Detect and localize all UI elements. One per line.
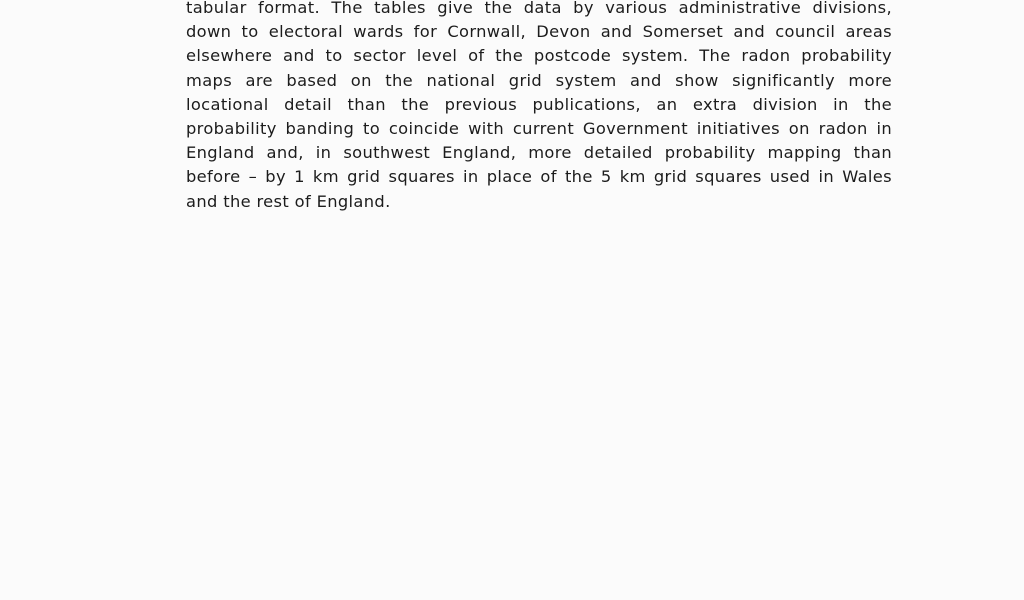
- paragraph-line: maps are based on the national grid system and show significantly more: [186, 70, 892, 90]
- paragraph-line: down to electoral wards for Cornwall, Devon and Somerset and council areas: [186, 22, 892, 42]
- paragraph-line: locational detail than the previous publications, an extra division in the: [186, 94, 892, 114]
- paragraph-line: England and, in southwest England, more detailed probability mapping than: [186, 143, 892, 163]
- paragraph-line: before – by 1 km grid squares in place of the 5 km grid squares used in Wales: [186, 167, 892, 187]
- paragraph-line: elsewhere and to sector level of the postcode system. The radon probability: [186, 46, 892, 66]
- body-paragraph: [186, 0, 892, 214]
- paragraph-line: tabular format. The tables give the data by various administrative divisions,: [186, 0, 892, 17]
- paragraph-line: probability banding to coincide with current Government initiatives on radon in: [186, 119, 892, 139]
- paragraph-line: and the rest of England.: [186, 191, 391, 211]
